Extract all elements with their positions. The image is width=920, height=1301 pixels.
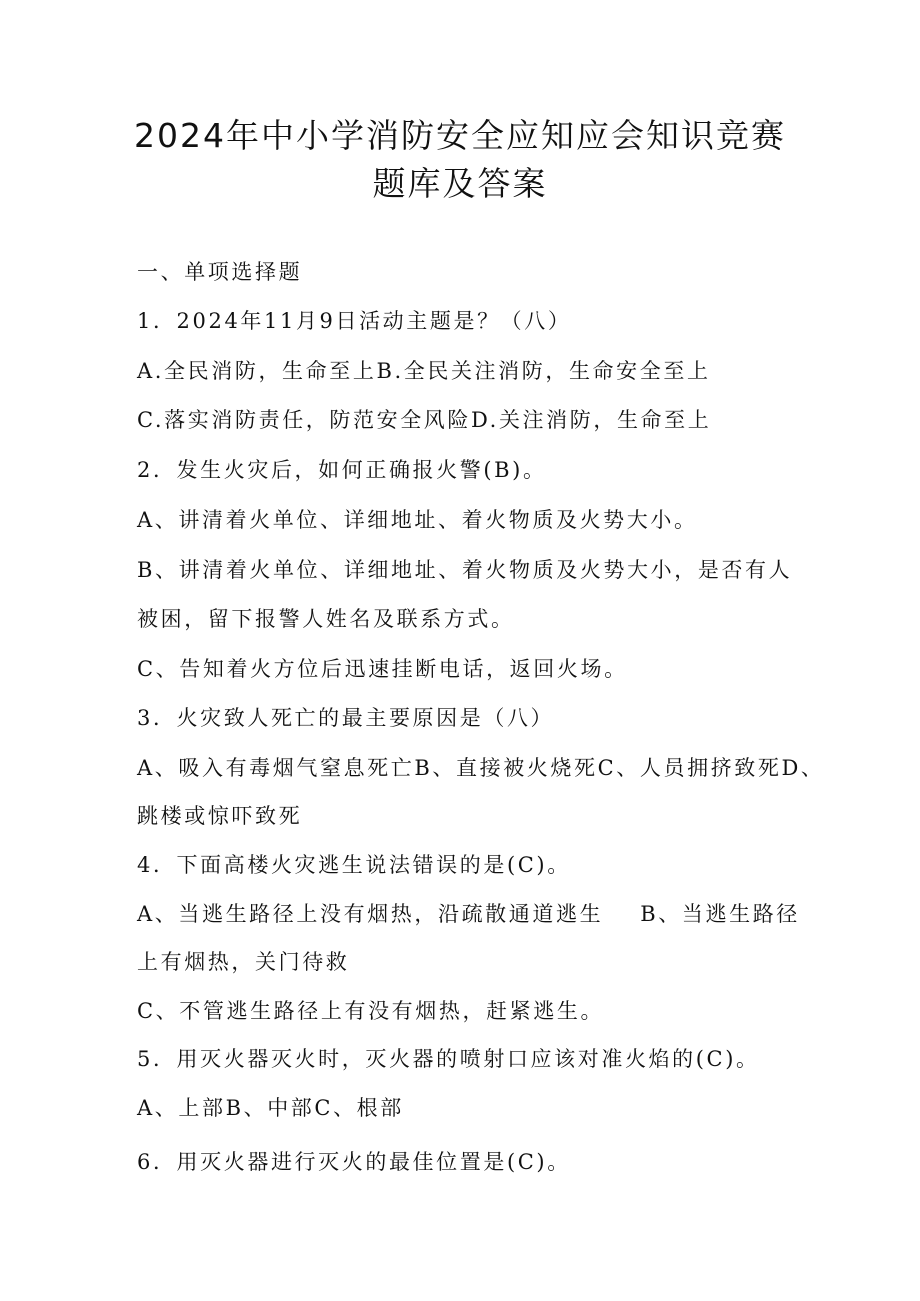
question-2-option-a: A、讲清着火单位、详细地址、着火物质及火势大小。: [137, 508, 698, 532]
question-4-options-ab: A、当逃生路径上没有烟热，沿疏散通道逃生 B、当逃生路径: [137, 902, 800, 926]
question-5: 5．用灭火器灭火时，灭火器的喷射口应该对准火焰的(C)。: [137, 1047, 760, 1071]
question-4-option-b-continued: 上有烟热，关门待救: [137, 950, 350, 974]
question-1: 1．2024年11月9日活动主题是？（八）: [137, 309, 572, 333]
document-title-line-1: 2024年中小学消防安全应知应会知识竞赛: [134, 116, 786, 155]
question-2-option-b-continued: 被困，留下报警人姓名及联系方式。: [137, 607, 515, 631]
question-4: 4．下面高楼火灾逃生说法错误的是(C)。: [137, 853, 571, 877]
section-heading: 一、单项选择题: [137, 260, 303, 284]
question-2: 2．发生火灾后，如何正确报火警(B)。: [137, 458, 547, 482]
question-2-option-b: B、讲清着火单位、详细地址、着火物质及火势大小，是否有人: [137, 558, 793, 582]
question-2-option-c: C、告知着火方位后迅速挂断电话，返回火场。: [137, 657, 628, 681]
question-1-options-ab: A.全民消防，生命至上B.全民关注消防，生命安全至上: [137, 359, 711, 383]
question-3: 3．火灾致人死亡的最主要原因是（八）: [137, 706, 555, 730]
question-3-options: A、吸入有毒烟气窒息死亡B、直接被火烧死C、人员拥挤致死D、: [137, 756, 825, 780]
question-4-option-c: C、不管逃生路径上有没有烟热，赶紧逃生。: [137, 999, 605, 1023]
question-1-options-cd: C.落实消防责任，防范安全风险D.关注消防，生命至上: [137, 408, 712, 432]
question-5-options: A、上部B、中部C、根部: [137, 1096, 404, 1120]
question-3-options-continued: 跳楼或惊吓致死: [137, 804, 303, 828]
document-title-line-2: 题库及答案: [372, 164, 548, 203]
question-6: 6．用灭火器进行灭火的最佳位置是(C)。: [137, 1150, 571, 1174]
